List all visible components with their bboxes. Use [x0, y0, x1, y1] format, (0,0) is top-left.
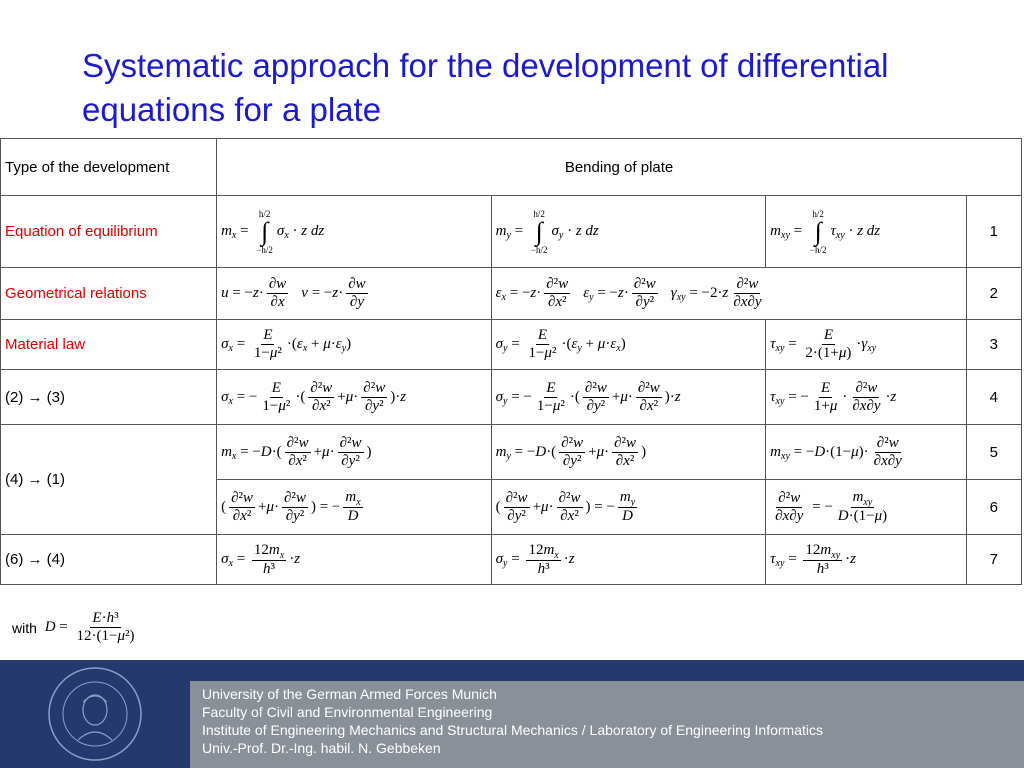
formula-cell: σ x = − $\frac{E}{\text{1−μ²}}$ ·( $\frac{\text{∂²w}}{\text{∂x²}}$ + μ · $\frac{\text{∂²w}}{\text{∂y²}}$ )· z	[217, 370, 492, 425]
with-label: with	[12, 619, 37, 636]
row-label: Material law	[1, 320, 217, 370]
formula-cell: m y = h/2 ∫ −h/2 σ y · z dz	[491, 196, 766, 268]
formula-cell: m xy = h/2 ∫ −h/2 τ xy · z dz	[766, 196, 966, 268]
formula-cell: m xy = − D ·(1− μ )· $\frac{\text{∂²w}}{\partial x\partial y}$	[766, 425, 966, 480]
table-row	[1, 268, 1022, 320]
row-number: 7	[966, 535, 1021, 585]
table-row	[1, 370, 1022, 425]
formula-cell: m x = h/2 ∫ −h/2 σ x · z dz	[217, 196, 492, 268]
formula-cell: u = − z · $\frac{\partial w}{\partial x}$ v = − z · $\frac{\partial w}{\partial y}$	[217, 268, 492, 320]
formula-cell: σ x = $\frac{E}{\text{1−μ²}}$ ·( ε x + μ · ε y )	[217, 320, 492, 370]
row-number: 6	[966, 480, 1021, 535]
row-label: Equation of equilibrium	[1, 196, 217, 268]
table-header-row	[1, 139, 1022, 196]
row-number: 3	[966, 320, 1021, 370]
formula-cell: $\frac{\text{∂²w}}{\partial x\partial y}$ = − $\frac{m_{xy}}{D\cdot(1-\mu)}$	[766, 480, 966, 535]
header-bending: Bending of plate	[217, 139, 1022, 196]
formula-cell: σ y = − $\frac{E}{\text{1−μ²}}$ ·( $\frac{\text{∂²w}}{\text{∂y²}}$ + μ · $\frac{\text{∂²w}}{\text{∂x²}}$ )· z	[491, 370, 766, 425]
formula-cell: m x = − D ·( $\frac{\text{∂²w}}{\text{∂x²}}$ + μ · $\frac{\text{∂²w}}{\text{∂y²}}$ )	[217, 425, 492, 480]
formula-cell: τ xy = − $\frac{E}{1+\mu}$ · $\frac{\text{∂²w}}{\partial x\partial y}$ · z	[766, 370, 966, 425]
row-number: 2	[966, 268, 1021, 320]
footer-text-box	[190, 681, 1024, 768]
row-label: (4) → (1)	[1, 425, 217, 535]
slide-title: Systematic approach for the development of differential equations for a plate	[82, 47, 889, 128]
table-row	[1, 320, 1022, 370]
footer-university: University of the German Armed Forces Munich	[202, 686, 497, 702]
formula-cell: σ x = $\frac{12m_x}{\text{h³}}$ · z	[217, 535, 492, 585]
plate-stiffness-formula: D = $\frac{\text{E·h³}}{\text{12·(1−μ²)}}$	[44, 610, 135, 644]
header-type: Type of the development	[1, 139, 217, 196]
table-row	[1, 196, 1022, 268]
formula-cell: τ xy = $\frac{E}{2\cdot(1+\mu)}$ · γ xy	[766, 320, 966, 370]
university-seal-icon	[26, 664, 164, 764]
footer-bar	[0, 660, 1024, 768]
formula-cell: m y = − D ·( $\frac{\text{∂²w}}{\text{∂y²}}$ + μ · $\frac{\text{∂²w}}{\text{∂x²}}$ )	[491, 425, 766, 480]
footer-professor: Univ.-Prof. Dr.-Ing. habil. N. Gebbeken	[202, 740, 441, 756]
formula-cell: σ y = $\frac{E}{\text{1−μ²}}$ ·( ε y + μ · ε x )	[491, 320, 766, 370]
row-label: (2) → (3)	[1, 370, 217, 425]
table-row	[1, 425, 1022, 480]
row-number: 4	[966, 370, 1021, 425]
formula-cell: ( $\frac{\text{∂²w}}{\text{∂x²}}$ + μ · $\frac{\text{∂²w}}{\text{∂y²}}$ ) = − $\frac{m_x}{D}$	[217, 480, 492, 535]
footer-institute: Institute of Engineering Mechanics and Structural Mechanics / Laboratory of Engineering Informatics	[202, 722, 823, 738]
footer-faculty: Faculty of Civil and Environmental Engineering	[202, 704, 493, 720]
table-row	[1, 535, 1022, 585]
formula-cell: σ y = $\frac{12m_x}{\text{h³}}$ · z	[491, 535, 766, 585]
equations-table	[0, 138, 1022, 585]
formula-cell: τ xy = $\frac{12m_{xy}}{\text{h³}}$ · z	[766, 535, 966, 585]
row-label: (6) → (4)	[1, 535, 217, 585]
with-note	[12, 610, 139, 645]
row-label: Geometrical relations	[1, 268, 217, 320]
formula-cell: ε x = − z · $\frac{\text{∂²w}}{\text{∂x²}}$ ε y = − z · $\frac{\text{∂²w}}{\text{∂y²}}$ γ xy = −2· z $\frac{\text{∂²w}}{\partial x\partial y}$	[491, 268, 966, 320]
formula-cell: ( $\frac{\text{∂²w}}{\text{∂y²}}$ + μ · $\frac{\text{∂²w}}{\text{∂x²}}$ ) = − $\frac{m_y}{D}$	[491, 480, 766, 535]
row-number: 1	[966, 196, 1021, 268]
row-number: 5	[966, 425, 1021, 480]
